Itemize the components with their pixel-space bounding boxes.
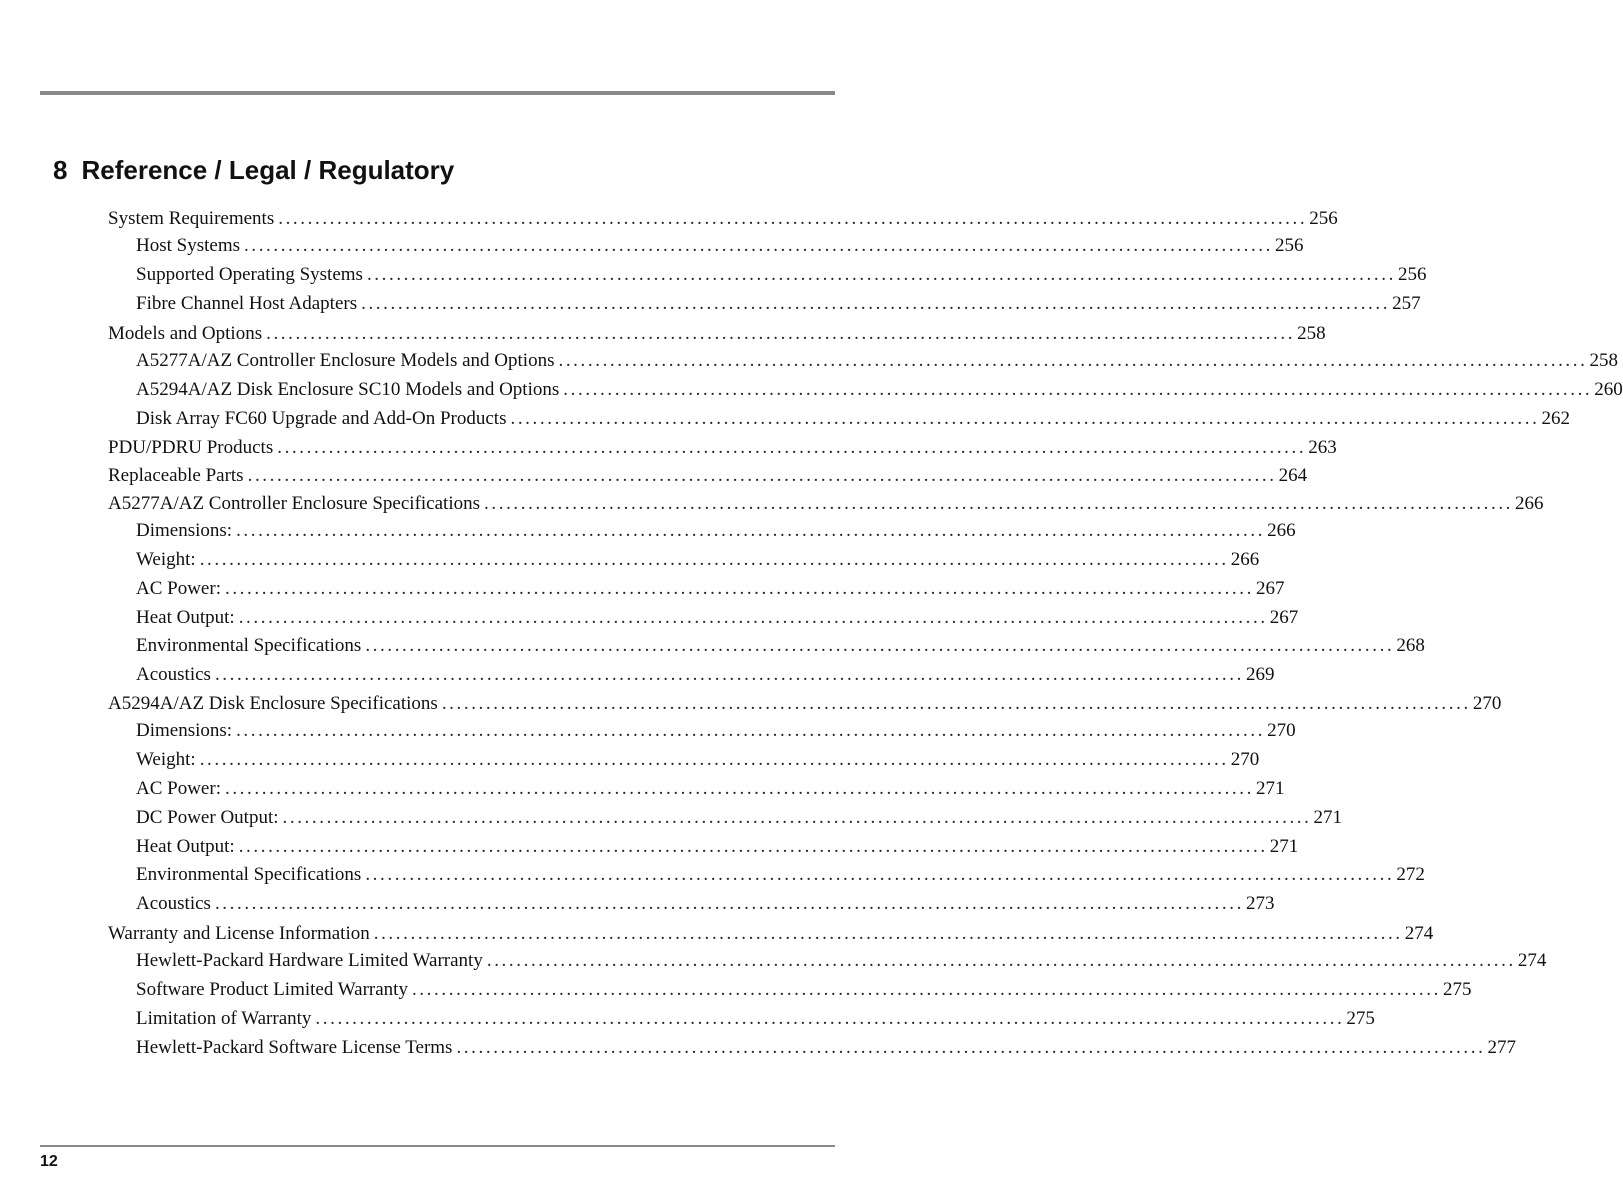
toc-entry[interactable]: [136, 804, 1342, 832]
toc-entry-page: 264: [1278, 465, 1308, 486]
toc-entry[interactable]: [136, 1034, 1516, 1062]
toc-leader-dots: ............................................................................................................................................: [224, 778, 1254, 799]
toc-entry[interactable]: [108, 205, 1338, 233]
toc-entry-page: 271: [1255, 778, 1285, 799]
toc-entry[interactable]: [136, 232, 1304, 260]
footer-rule: [40, 1145, 835, 1147]
toc-entry[interactable]: [136, 290, 1421, 318]
toc-entry-page: 266: [1267, 520, 1296, 541]
toc-entry-title: PDU/PDRU Products: [108, 437, 274, 458]
toc-entry[interactable]: [136, 890, 1275, 918]
toc-entry[interactable]: [108, 462, 1308, 490]
toc-entry-page: 270: [1230, 749, 1260, 770]
toc-leader-dots: ............................................................................................................................................: [244, 235, 1273, 256]
toc-entry-title: Warranty and License Information: [108, 923, 370, 944]
toc-entry-title: AC Power:: [136, 778, 221, 799]
toc-leader-dots: ............................................................................................................................................: [278, 208, 1308, 229]
toc-entry-title: Weight:: [136, 549, 196, 570]
toc-entry[interactable]: [136, 1005, 1375, 1033]
toc-leader-dots: ............................................................................................................................................: [236, 720, 1266, 741]
toc-entry-title: Dimensions:: [136, 520, 233, 541]
toc-leader-dots: ............................................................................................................................................: [214, 893, 1244, 914]
toc-entry-page: 274: [1517, 950, 1547, 971]
toc-entry-page: 270: [1472, 693, 1502, 714]
toc-entry[interactable]: [136, 517, 1296, 545]
toc-entry[interactable]: [136, 661, 1275, 689]
toc-entry-page: 277: [1487, 1037, 1516, 1058]
toc-leader-dots: ............................................................................................................................................: [411, 979, 1441, 1000]
toc-entry[interactable]: [108, 690, 1502, 718]
toc-entry-title: Environmental Specifications: [136, 864, 362, 885]
toc-entry-title: Acoustics: [136, 893, 211, 914]
toc-leader-dots: ............................................................................................................................................: [277, 437, 1307, 458]
toc-entry-page: 268: [1396, 635, 1425, 656]
toc-entry-page: 267: [1269, 607, 1299, 628]
toc-leader-dots: ............................................................................................................................................: [282, 807, 1312, 828]
toc-leader-dots: ............................................................................................................................................: [199, 549, 1229, 570]
toc-leader-dots: ............................................................................................................................................: [315, 1008, 1345, 1029]
toc-entry-title: Fibre Channel Host Adapters: [136, 293, 358, 314]
toc-entry[interactable]: [136, 976, 1472, 1004]
toc-entry[interactable]: [136, 405, 1570, 433]
toc-entry-page: 270: [1267, 720, 1296, 741]
page-number: 12: [40, 1153, 58, 1170]
toc-entry[interactable]: [136, 546, 1260, 574]
toc-entry[interactable]: [136, 575, 1285, 603]
header-rule: [40, 91, 835, 95]
toc-entry-page: 258: [1297, 323, 1326, 344]
toc-entry-title: Heat Output:: [136, 836, 235, 857]
toc-entry[interactable]: [108, 320, 1326, 348]
toc-leader-dots: ............................................................................................................................................: [558, 350, 1588, 371]
toc-entry-page: 262: [1541, 408, 1570, 429]
toc-entry-page: 263: [1308, 437, 1337, 458]
toc-entry-page: 274: [1404, 923, 1434, 944]
toc-entry-title: Models and Options: [108, 323, 263, 344]
toc-entry-page: 272: [1396, 864, 1425, 885]
toc-entry-title: A5294A/AZ Disk Enclosure SC10 Models and Options: [136, 379, 560, 400]
toc-entry-title: Acoustics: [136, 664, 211, 685]
toc-entry-title: DC Power Output:: [136, 807, 279, 828]
toc-entry-title: AC Power:: [136, 578, 221, 599]
toc-entry-page: 266: [1515, 493, 1544, 514]
toc-entry-page: 257: [1392, 293, 1421, 314]
toc-entry-page: 267: [1255, 578, 1285, 599]
toc-entry[interactable]: [108, 490, 1544, 518]
toc-entry[interactable]: [136, 775, 1285, 803]
toc-entry-page: 269: [1245, 664, 1275, 685]
toc-leader-dots: ............................................................................................................................................: [266, 323, 1296, 344]
toc-entry[interactable]: [136, 604, 1299, 632]
chapter-number: 8: [53, 155, 68, 185]
toc-entry[interactable]: [136, 861, 1425, 889]
toc-entry-page: 271: [1269, 836, 1299, 857]
toc-entry-title: Heat Output:: [136, 607, 235, 628]
toc-entry-title: A5277A/AZ Controller Enclosure Models and Options: [136, 350, 555, 371]
toc-entry-page: 273: [1245, 893, 1275, 914]
toc-entry-title: Dimensions:: [136, 720, 233, 741]
toc-entry-title: Supported Operating Systems: [136, 264, 363, 285]
toc-entry[interactable]: [136, 632, 1425, 660]
toc-entry-title: Environmental Specifications: [136, 635, 362, 656]
toc-entry-page: 256: [1309, 208, 1338, 229]
toc-entry[interactable]: [136, 347, 1618, 375]
toc-entry[interactable]: [136, 376, 1623, 404]
toc-entry-page: 258: [1589, 350, 1618, 371]
toc-entry-title: Limitation of Warranty: [136, 1008, 312, 1029]
toc-leader-dots: ............................................................................................................................................: [373, 923, 1403, 944]
toc-leader-dots: ............................................................................................................................................: [247, 465, 1277, 486]
toc-leader-dots: ............................................................................................................................................: [510, 408, 1540, 429]
toc-leader-dots: ............................................................................................................................................: [563, 379, 1593, 400]
toc-entry-title: Software Product Limited Warranty: [136, 979, 408, 1000]
toc-leader-dots: ............................................................................................................................................: [365, 864, 1395, 885]
toc-entry-title: Hewlett-Packard Hardware Limited Warranty: [136, 950, 483, 971]
toc-entry-title: Hewlett-Packard Software License Terms: [136, 1037, 453, 1058]
toc-entry-page: 256: [1275, 235, 1304, 256]
toc-entry-title: Replaceable Parts: [108, 465, 244, 486]
toc-entry-title: System Requirements: [108, 208, 275, 229]
toc-leader-dots: ............................................................................................................................................: [366, 264, 1396, 285]
toc-leader-dots: ............................................................................................................................................: [224, 578, 1254, 599]
toc-leader-dots: ............................................................................................................................................: [238, 836, 1268, 857]
chapter-title: [53, 152, 454, 188]
toc-entry[interactable]: [136, 947, 1547, 975]
toc-leader-dots: ............................................................................................................................................: [236, 520, 1266, 541]
chapter-title-text: Reference / Legal / Regulatory: [81, 155, 455, 185]
toc-entry-page: 266: [1230, 549, 1260, 570]
toc-entry-title: A5277A/AZ Controller Enclosure Specifications: [108, 493, 481, 514]
toc-entry-title: Weight:: [136, 749, 196, 770]
toc-leader-dots: ............................................................................................................................................: [361, 293, 1391, 314]
toc-entry-title: A5294A/AZ Disk Enclosure Specifications: [108, 693, 438, 714]
toc-entry-page: 275: [1442, 979, 1472, 1000]
toc-entry-page: 260: [1594, 379, 1623, 400]
toc-entry-page: 256: [1397, 264, 1427, 285]
toc-entry-page: 271: [1313, 807, 1342, 828]
toc-entry-page: 275: [1346, 1008, 1375, 1029]
toc-entry[interactable]: [108, 920, 1434, 948]
toc-leader-dots: ............................................................................................................................................: [214, 664, 1244, 685]
toc-leader-dots: ............................................................................................................................................: [486, 950, 1516, 971]
toc-leader-dots: ............................................................................................................................................: [456, 1037, 1486, 1058]
toc-leader-dots: ............................................................................................................................................: [441, 693, 1471, 714]
toc-entry-title: Disk Array FC60 Upgrade and Add-On Products: [136, 408, 507, 429]
toc-leader-dots: ............................................................................................................................................: [484, 493, 1514, 514]
toc-leader-dots: ............................................................................................................................................: [199, 749, 1229, 770]
toc-entry[interactable]: [136, 717, 1296, 745]
toc-entry-title: Host Systems: [136, 235, 240, 256]
toc-entry[interactable]: [136, 261, 1427, 289]
toc-leader-dots: ............................................................................................................................................: [238, 607, 1268, 628]
toc-entry[interactable]: [108, 434, 1337, 462]
toc-entry[interactable]: [136, 833, 1299, 861]
toc-entry[interactable]: [136, 746, 1260, 774]
toc-leader-dots: ............................................................................................................................................: [365, 635, 1395, 656]
